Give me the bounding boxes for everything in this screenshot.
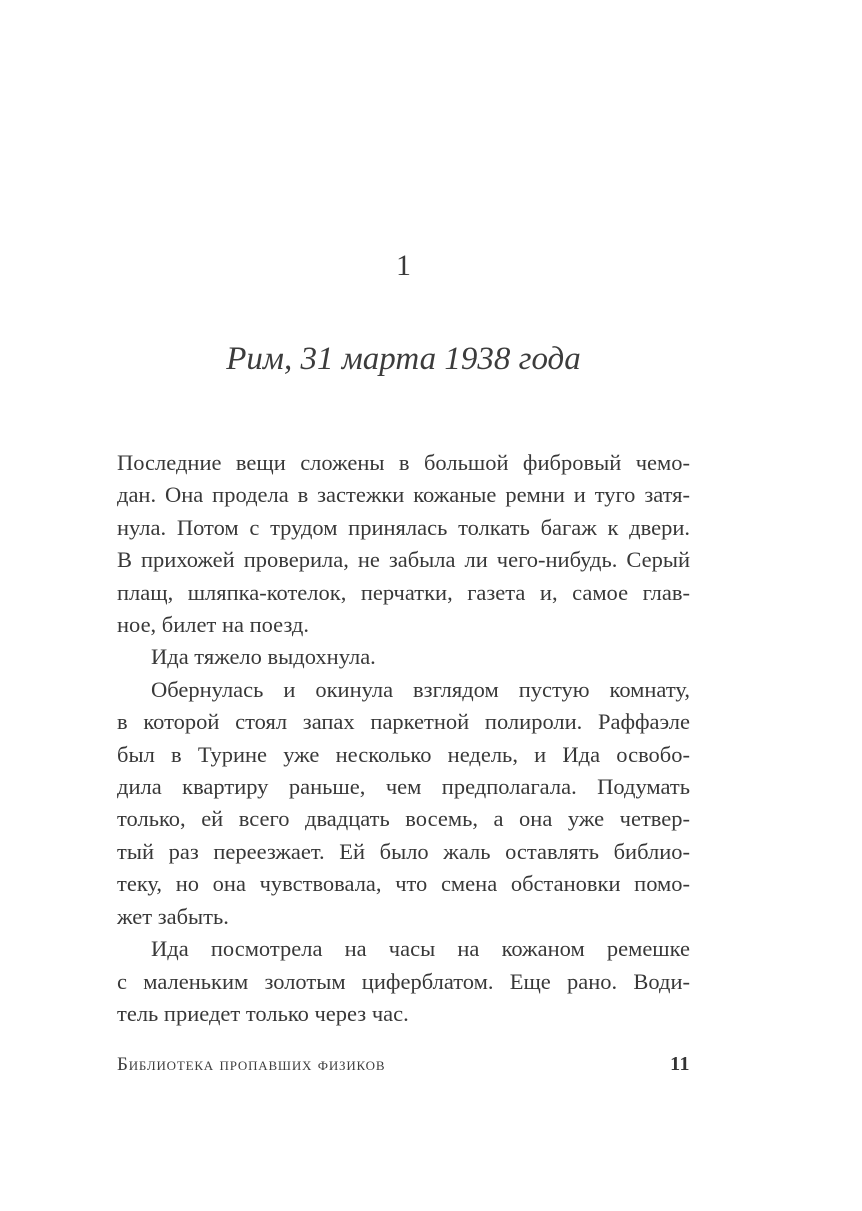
text-line: был в Турине уже несколько недель, и Ида освобо-	[117, 741, 690, 767]
page-footer	[117, 1053, 690, 1076]
text-line: только, ей всего двадцать восемь, а она уже четвер-	[117, 806, 690, 832]
text-line: дила квартиру раньше, чем предполагала. Подумать	[117, 774, 690, 800]
body-text	[117, 447, 690, 1030]
text-line: жет забыть.	[117, 903, 229, 929]
text-line: дан. Она продела в застежки кожаные ремни и туго затя-	[117, 482, 690, 508]
text-line: тель приедет только через час.	[117, 1000, 409, 1026]
text-line: ное, билет на поезд.	[117, 612, 309, 638]
text-line: Последние вещи сложены в большой фибровый чемо-	[117, 450, 690, 475]
page-number: 11	[670, 1053, 690, 1075]
chapter-title: Рим, 31 марта 1938 года	[226, 341, 581, 377]
text-line: Ида тяжело выдохнула.	[151, 644, 376, 670]
paragraph	[117, 933, 690, 1030]
text-line: в которой стоял запах паркетной полироли. Раффаэле	[117, 709, 690, 735]
text-line: теку, но она чувствовала, что смена обстановки помо-	[117, 871, 690, 897]
paragraph	[117, 447, 690, 641]
text-line: нула. Потом с трудом принялась толкать багаж к двери.	[117, 514, 690, 540]
text-line: с маленьким золотым циферблатом. Еще рано. Води-	[117, 968, 690, 994]
text-line: Ида посмотрела на часы на кожаном ремешке	[151, 936, 690, 962]
paragraph	[117, 674, 690, 933]
paragraph	[117, 641, 690, 673]
running-book-title: Библиотека пропавших физиков	[117, 1054, 386, 1075]
text-line: Обернулась и окинула взглядом пустую комнату,	[151, 676, 690, 702]
text-line: В прихожей проверила, не забыла ли чего-нибудь. Серый	[117, 547, 690, 573]
text-line: тый раз переезжает. Ей было жаль оставлять библио-	[117, 838, 690, 864]
text-line: плащ, шляпка-котелок, перчатки, газета и, самое глав-	[117, 579, 690, 605]
chapter-number: 1	[396, 249, 411, 282]
